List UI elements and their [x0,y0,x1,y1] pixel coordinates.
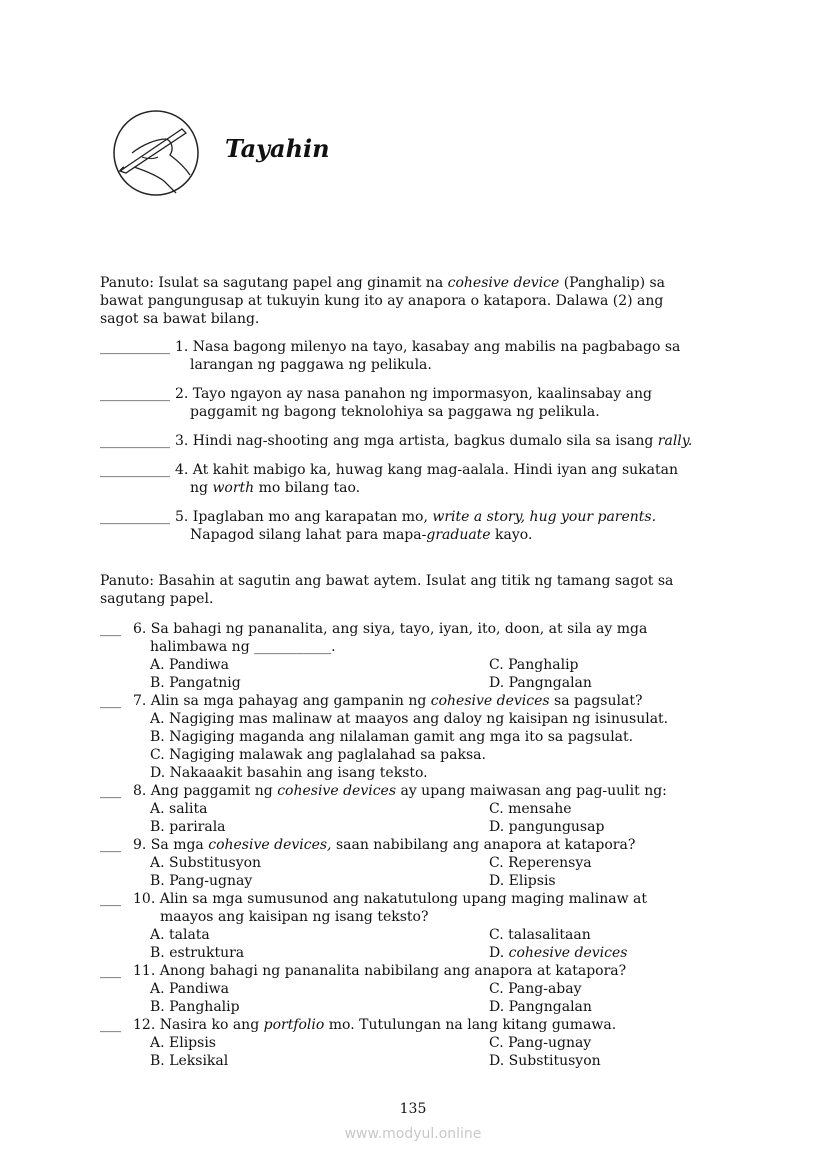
text-line [100,764,740,782]
page-number: 135 [399,1101,427,1117]
option [489,944,627,962]
text-run: 3. Hindi nag-shooting ang mga artista, bagkus dumalo sila sa isang [175,433,658,449]
watermark: www.modyul.online [344,1126,482,1142]
option-row [100,854,740,872]
text-run: D. Elipsis [489,873,556,889]
option-row [100,818,740,836]
question-item [100,692,740,782]
text-run: C. Reperensya [489,855,592,871]
answer-blank[interactable]: ___ [100,693,121,709]
text-run: maayos ang kaisipan ng isang teksto? [160,909,429,925]
text-run: 9. Sa mga [133,837,209,853]
text-run: B. parirala [150,819,226,835]
text-run: sagutang papel. [100,591,214,607]
option-row [100,1052,740,1070]
text-run: C. talasalitaan [489,927,591,943]
text-line [100,338,740,356]
text-line [100,292,740,310]
option [489,656,579,674]
text-run: A. Substitusyon [150,855,262,871]
part2-questions [100,620,740,1070]
text-line [100,508,740,526]
option [150,674,241,692]
option-row [100,998,740,1016]
option [150,1052,228,1070]
text-run: mo. Tutulungan na lang kitang gumawa. [324,1017,617,1033]
text-run: ng [190,480,213,496]
question-item [100,620,740,692]
option [150,818,226,836]
text-line [100,274,740,292]
text-line [100,526,740,544]
text-run: A. Nagiging mas malinaw at maayos ang daloy ng kaisipan ng isinusulat. [150,711,669,727]
text-run: Panuto: Isulat sa sagutang papel ang ginamit na [100,275,448,291]
text-run: 4. At kahit mabigo ka, huwag kang mag-aalala. Hindi iyan ang sukatan [175,462,678,478]
text-run: halimbawa ng ___________. [150,639,336,655]
italic-text: write a story, hug your parents. [432,509,657,525]
option-row [100,656,740,674]
option [489,926,591,944]
text-line [100,479,740,497]
text-run: kayo. [490,527,533,543]
text-line [100,461,740,479]
text-line [100,836,740,854]
text-run: A. Pandiwa [150,981,229,997]
text-run: ay upang maiwasan ang pag-uulit ng: [396,783,667,799]
answer-item [100,432,740,450]
italic-text: portfolio [263,1017,325,1033]
text-run: A. salita [150,801,208,817]
text-run: D. Pangngalan [489,675,592,691]
option-row [100,800,740,818]
text-run: 11. Anong bahagi ng pananalita nabibilang ang anapora at katapora? [133,963,627,979]
option [489,800,572,818]
option [150,980,229,998]
option [489,980,582,998]
answer-blank[interactable]: ___ [100,783,121,799]
text-run: C. mensahe [489,801,572,817]
text-run: B. Panghalip [150,999,240,1015]
italic-text: rally. [657,433,693,449]
text-line [100,620,740,638]
text-run: A. talata [150,927,210,943]
text-run: 5. Ipaglaban mo ang karapatan mo, [175,509,433,525]
text-line [100,572,740,590]
answer-blank[interactable]: __________ [100,462,170,478]
text-run: B. Nagiging maganda ang nilalaman gamit ang mga ito sa pagsulat. [150,729,634,745]
answer-blank[interactable]: __________ [100,509,170,525]
option-row [100,944,740,962]
option-row [100,980,740,998]
option [489,674,592,692]
option [150,854,261,872]
part1-instructions [100,274,740,328]
option [489,818,604,836]
hand-writing-pencil-icon [112,109,200,197]
answer-blank[interactable]: __________ [100,386,170,402]
text-run: D. [489,945,509,961]
italic-text: graduate [426,527,491,543]
text-line [100,356,740,374]
italic-text: cohesive devices [277,783,397,799]
text-run: 6. Sa bahagi ng pananalita, ang siya, tayo, iyan, ito, doon, at sila ay mga [133,621,648,637]
text-run: B. Pang-ugnay [150,873,253,889]
option [150,656,229,674]
option [150,800,207,818]
italic-text: cohesive devices [508,945,628,961]
text-run: B. Leksikal [150,1053,229,1069]
text-run: 1. Nasa bagong milenyo na tayo, kasabay ang mabilis na pagbabago sa [175,339,681,355]
option-row [100,926,740,944]
text-line [100,746,740,764]
text-run: sagot sa bawat bilang. [100,311,260,327]
answer-blank[interactable]: ___ [100,837,121,853]
text-line [100,962,740,980]
text-line [100,590,740,608]
italic-text: cohesive device [447,275,560,291]
answer-blank[interactable]: __________ [100,339,170,355]
option [150,926,210,944]
option [489,872,556,890]
page-title: Tayahin [225,134,330,163]
text-line [100,432,740,450]
text-run: 10. Alin sa mga sumusunod ang nakatutulong upang maging malinaw at [133,891,647,907]
text-run: (Panghalip) sa [559,275,666,291]
answer-blank[interactable]: ___ [100,963,121,979]
option-row [100,1034,740,1052]
text-line [100,385,740,403]
text-run: Panuto: Basahin at sagutin ang bawat aytem. Isulat ang titik ng tamang sagot sa [100,573,674,589]
answer-blank[interactable]: __________ [100,433,170,449]
option [489,1052,601,1070]
text-run: C. Nagiging malawak ang paglalahad sa paksa. [150,747,486,763]
italic-text: worth [212,480,255,496]
text-run: sa pagsulat? [549,693,643,709]
answer-blank[interactable]: ___ [100,1017,121,1033]
answer-blank[interactable]: ___ [100,891,121,907]
text-line [100,782,740,800]
option [489,998,592,1016]
text-run: B. Pangatnig [150,675,241,691]
text-run: 7. Alin sa mga pahayag ang gampanin ng [133,693,431,709]
text-run: 2. Tayo ngayon ay nasa panahon ng impormasyon, kaalinsabay ang [175,386,652,402]
text-run: A. Pandiwa [150,657,229,673]
text-run: mo bilang tao. [254,480,361,496]
question-item [100,1016,740,1070]
option [150,998,240,1016]
answer-item [100,338,740,374]
text-line [100,890,740,908]
text-run: D. Substitusyon [489,1053,601,1069]
text-run: C. Pang-abay [489,981,582,997]
question-item [100,890,740,962]
question-item [100,836,740,890]
text-line [100,403,740,421]
option-row [100,872,740,890]
text-run: C. Pang-ugnay [489,1035,592,1051]
text-run: saan nabibilang ang anapora at katapora? [331,837,636,853]
answer-item [100,461,740,497]
text-line [100,1016,740,1034]
text-run: Napagod silang lahat para mapa- [190,527,427,543]
option [489,1034,591,1052]
text-line [100,638,740,656]
text-line [100,908,740,926]
option [150,944,244,962]
answer-item [100,508,740,544]
italic-text: cohesive devices, [208,837,332,853]
text-run: larangan ng paggawa ng pelikula. [190,357,432,373]
text-line [100,728,740,746]
text-run: paggamit ng bagong teknolohiya sa paggawa ng pelikula. [190,404,600,420]
text-line [100,710,740,728]
text-run: C. Panghalip [489,657,579,673]
text-line [100,692,740,710]
question-item [100,962,740,1016]
question-item [100,782,740,836]
text-line [100,310,740,328]
text-run: B. estruktura [150,945,245,961]
text-run: 8. Ang paggamit ng [133,783,278,799]
text-run: A. Elipsis [150,1035,216,1051]
italic-text: cohesive devices [430,693,550,709]
text-run: D. Pangngalan [489,999,592,1015]
option [150,872,252,890]
text-run: D. Nakaaakit basahin ang isang teksto. [150,765,428,781]
answer-blank[interactable]: ___ [100,621,121,637]
option [150,1034,216,1052]
answer-item [100,385,740,421]
part1-items [100,338,740,555]
option-row [100,674,740,692]
text-run: 12. Nasira ko ang [133,1017,264,1033]
text-run: bawat pangungusap at tukuyin kung ito ay anapora o katapora. Dalawa (2) ang [100,293,664,309]
option [489,854,592,872]
text-run: D. pangungusap [489,819,605,835]
part2-instructions [100,572,740,608]
